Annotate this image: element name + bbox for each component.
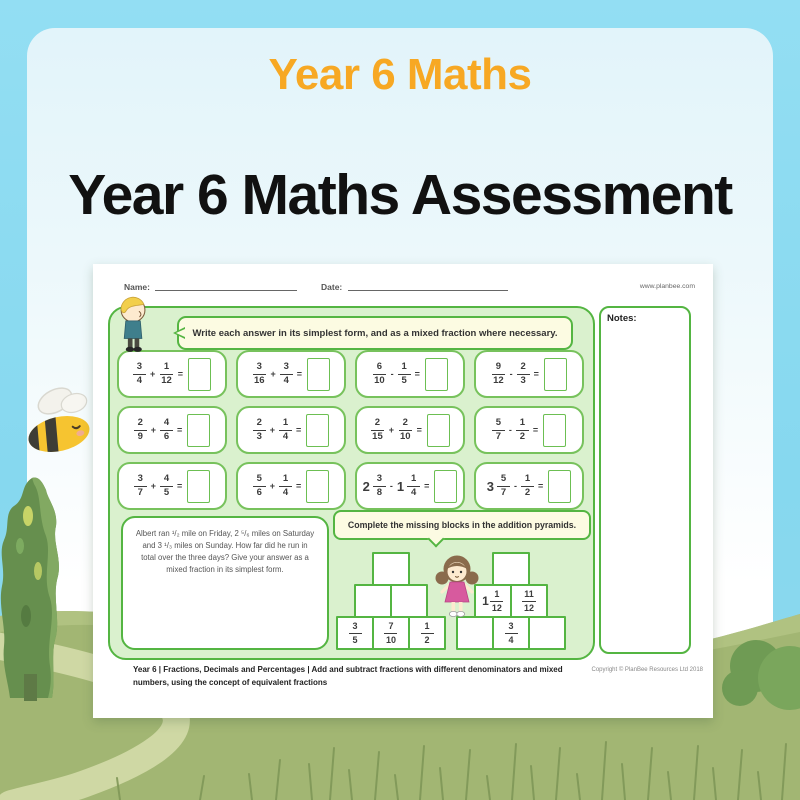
pyramid-cell xyxy=(492,552,530,586)
pyramid-instruction-bubble: Complete the missing blocks in the addition pyramids. xyxy=(333,510,591,540)
boy-character xyxy=(113,296,151,354)
fraction: $\frac{9}{12}$ xyxy=(493,360,504,386)
fraction: $\frac{3}{4}$ xyxy=(133,361,146,388)
answer-box xyxy=(187,470,210,503)
operator: = xyxy=(537,481,544,491)
fraction: $\frac{1}{12}$ xyxy=(491,589,502,613)
whole-number: 1 xyxy=(482,594,489,608)
operator: + xyxy=(150,481,156,491)
name-line xyxy=(155,290,297,291)
fraction-problem xyxy=(236,406,346,454)
fraction: $\frac{1}{2}$ xyxy=(516,417,529,444)
fraction: $\frac{2}{15}$ xyxy=(372,416,383,442)
instruction-speech-bubble: Write each answer in its simplest form, and as a mixed fraction where necessary. xyxy=(177,316,573,350)
operator: = xyxy=(533,369,539,379)
pyramid-cell xyxy=(372,552,410,586)
operator: - xyxy=(390,369,394,379)
whole-number: 3 xyxy=(486,478,494,494)
date-line xyxy=(348,290,508,291)
fraction: $\frac{11}{12}$ xyxy=(523,589,534,613)
fraction-problem xyxy=(117,406,227,454)
addition-pyramid-left xyxy=(335,552,447,650)
fraction: $\frac{4}{5}$ xyxy=(160,473,173,500)
operator: + xyxy=(149,369,156,379)
fraction-problem xyxy=(117,350,227,398)
operator: = xyxy=(177,481,183,491)
fraction: $\frac{5}{7}$ xyxy=(492,417,505,444)
notes-box xyxy=(599,306,691,654)
fraction: $\frac{2}{10}$ xyxy=(400,416,411,442)
girl-character xyxy=(433,554,481,624)
tree-illustration xyxy=(0,476,68,701)
answer-box xyxy=(427,414,450,447)
pyramid-cell xyxy=(354,584,392,618)
fraction: $\frac{2}{9}$ xyxy=(134,417,147,444)
answer-box xyxy=(187,414,210,447)
operator: - xyxy=(508,425,512,435)
operator: - xyxy=(389,481,393,491)
fraction-problem xyxy=(355,462,465,510)
answer-box xyxy=(188,358,211,391)
answer-box xyxy=(544,358,567,391)
fraction: $\frac{5}{7}$ xyxy=(497,473,510,500)
operator: + xyxy=(269,425,275,435)
fraction: $\frac{3}{5}$ xyxy=(349,620,362,645)
answer-box xyxy=(307,358,330,391)
pyramid-cell xyxy=(336,616,374,650)
fraction: $\frac{1}{4}$ xyxy=(279,473,292,500)
whole-number: 2 xyxy=(362,478,370,494)
operator: = xyxy=(414,369,420,379)
operator: = xyxy=(424,481,430,491)
operator: = xyxy=(296,481,302,491)
pyramid-row xyxy=(335,616,447,650)
fraction-problem xyxy=(117,462,227,510)
fraction: $\frac{4}{6}$ xyxy=(160,417,173,444)
fraction-problem xyxy=(474,406,584,454)
pyramid-cell xyxy=(510,584,548,618)
pyramid-cell xyxy=(390,584,428,618)
fraction: $\frac{7}{10}$ xyxy=(385,621,396,645)
fraction: $\frac{1}{5}$ xyxy=(398,361,411,388)
copyright-text: Copyright © PlanBee Resources Ltd 2018 xyxy=(591,667,703,673)
page-title: Year 6 Maths Assessment xyxy=(68,163,732,227)
name-label: Name: xyxy=(124,282,150,292)
answer-box xyxy=(548,470,571,503)
fraction: $\frac{3}{4}$ xyxy=(280,361,293,388)
operator: = xyxy=(532,425,539,435)
fraction: $\frac{1}{12}$ xyxy=(161,360,172,386)
page-kicker: Year 6 Maths xyxy=(268,50,532,99)
fraction: $\frac{2}{3}$ xyxy=(253,417,266,444)
fraction-grid xyxy=(117,350,584,510)
operator: + xyxy=(388,425,394,435)
operator: - xyxy=(513,481,517,491)
answer-box xyxy=(543,414,566,447)
fraction: $\frac{3}{16}$ xyxy=(253,360,265,386)
website-text: www.planbee.com xyxy=(639,283,695,290)
answer-box xyxy=(425,358,448,391)
pyramid-row xyxy=(335,552,447,586)
operator: + xyxy=(270,369,276,379)
operator: = xyxy=(296,425,302,435)
date-label: Date: xyxy=(321,282,343,292)
operator: = xyxy=(177,425,183,435)
whole-number: 1 xyxy=(396,478,405,494)
worksheet-preview xyxy=(93,264,713,718)
answer-box xyxy=(306,470,329,503)
fraction: $\frac{1}{2}$ xyxy=(421,620,434,645)
fraction: $\frac{1}{4}$ xyxy=(407,473,420,500)
fraction: $\frac{1}{4}$ xyxy=(279,417,292,444)
operator: = xyxy=(177,369,184,379)
worksheet-footer: Year 6 | Fractions, Decimals and Percentages | Add and subtract fractions with different denominators and mixed numbers, using the concept of equivalent fractions xyxy=(133,665,563,687)
fraction: $\frac{3}{7}$ xyxy=(134,473,147,500)
fraction-problem xyxy=(474,462,584,510)
bee-illustration xyxy=(26,384,92,460)
word-problem-box: Albert ran ¹/₂ mile on Friday, 2 ⁵/₆ miles on Saturday and 3 ¹/₃ miles on Sunday. How far did he run in total over the three days? Give your answer as a mixed fraction in its simplest form. xyxy=(121,516,329,650)
answer-box xyxy=(306,414,329,447)
operator: = xyxy=(416,425,422,435)
operator: - xyxy=(509,369,513,379)
fraction-problem xyxy=(474,350,584,398)
operator: + xyxy=(269,481,275,491)
notes-label: Notes: xyxy=(607,313,637,324)
fraction: $\frac{3}{4}$ xyxy=(505,620,518,645)
pyramid-row xyxy=(335,584,447,618)
pyramid-cell xyxy=(492,616,530,650)
fraction: $\frac{1}{2}$ xyxy=(521,473,534,500)
pyramid-cell xyxy=(528,616,566,650)
pyramid-cell xyxy=(372,616,410,650)
fraction-problem xyxy=(236,462,346,510)
fraction: $\frac{5}{6}$ xyxy=(253,473,266,500)
fraction-problem xyxy=(355,350,465,398)
fraction: $\frac{6}{10}$ xyxy=(374,360,385,386)
operator: + xyxy=(150,425,156,435)
fraction: $\frac{2}{3}$ xyxy=(517,361,530,388)
fraction-problem xyxy=(355,406,465,454)
operator: = xyxy=(296,369,303,379)
answer-box xyxy=(434,470,457,503)
fraction-problem xyxy=(236,350,346,398)
fraction: $\frac{3}{8}$ xyxy=(373,473,386,500)
